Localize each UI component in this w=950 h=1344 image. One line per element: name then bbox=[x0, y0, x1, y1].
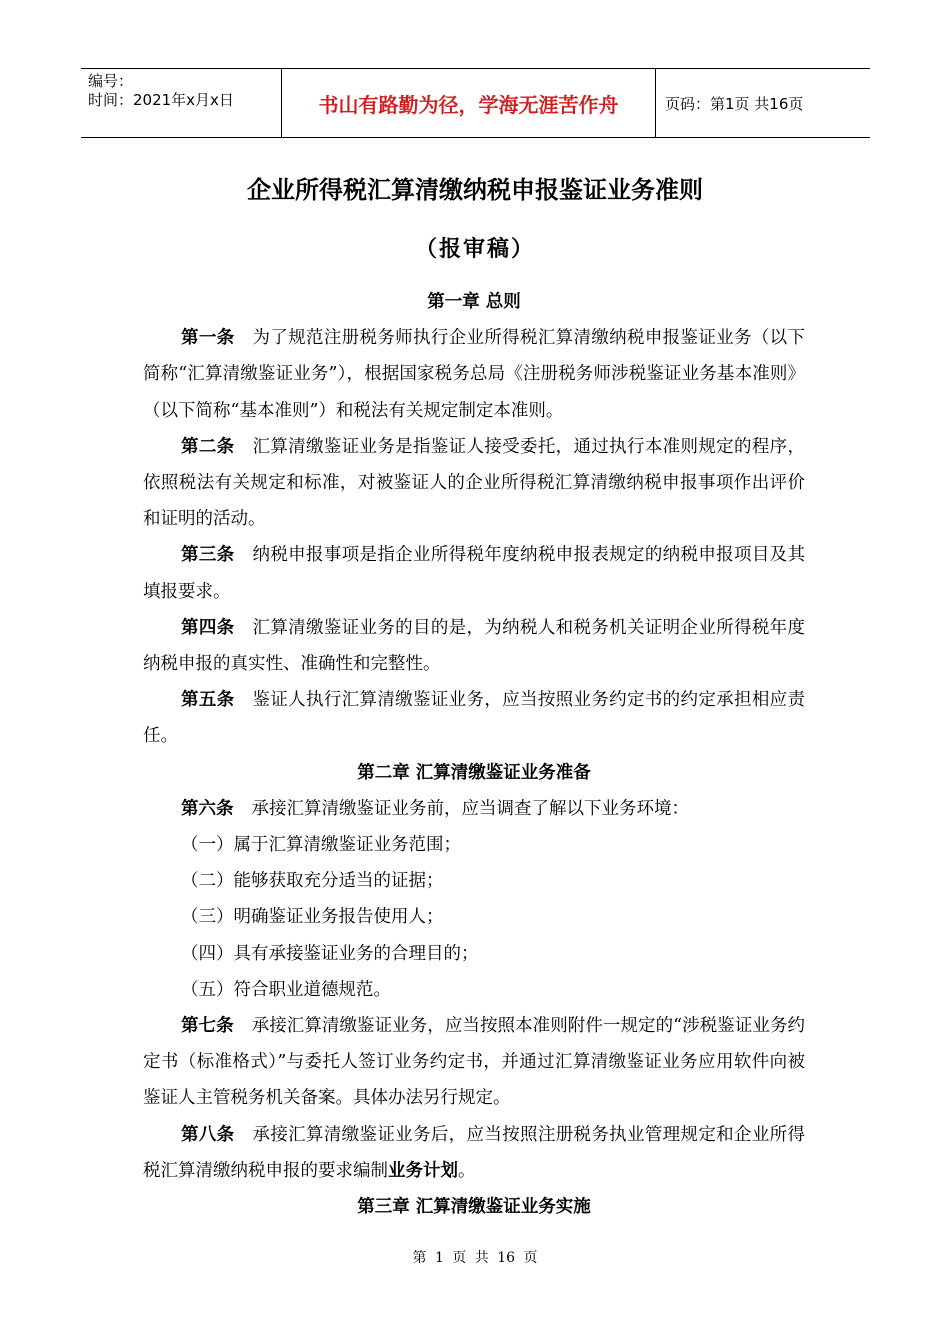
document-subtitle: （报审稿） bbox=[414, 237, 535, 262]
page-info: 页码：第1页 共16页 bbox=[665, 94, 804, 113]
article-8 bbox=[143, 1117, 805, 1189]
chapter-heading: 第三章 汇算清缴鉴证业务实施 bbox=[357, 1197, 591, 1218]
document-body bbox=[143, 284, 805, 1225]
article-text: 承接汇算清缴鉴证业务后，应当按照注册税务执业管理规定和企业所得税汇算清缴纳税申报的要求编制 bbox=[143, 1124, 805, 1181]
article-7 bbox=[143, 1008, 805, 1117]
article-2 bbox=[143, 429, 805, 538]
article-label: 第三条 bbox=[181, 545, 235, 566]
article-label: 第四条 bbox=[181, 617, 235, 638]
article-5 bbox=[143, 682, 805, 754]
chapter-heading: 第二章 汇算清缴鉴证业务准备 bbox=[357, 762, 591, 783]
article-bold-text: 业务计划 bbox=[388, 1160, 458, 1181]
article-text: 承接汇算清缴鉴证业务前，应当调查了解以下业务环境： bbox=[251, 798, 689, 819]
article-text: 承接汇算清缴鉴证业务，应当按照本准则附件一规定的“涉税鉴证业务约定书（标准格式）”与委托人签订业务约定书，并通过汇算清缴鉴证业务应用软件向被鉴证人主管税务机关备案。具体办法另行规定。 bbox=[143, 1016, 805, 1109]
page-footer: 第 1 页 共 16 页 bbox=[412, 1250, 538, 1266]
article-3 bbox=[143, 537, 805, 609]
article-text: 鉴证人执行汇算清缴鉴证业务，应当按照业务约定书的约定承担相应责任。 bbox=[143, 690, 805, 747]
article-1 bbox=[143, 320, 805, 429]
list-item: （二）能够获取充分适当的证据； bbox=[181, 871, 444, 892]
article-label: 第一条 bbox=[181, 328, 235, 349]
article-4 bbox=[143, 610, 805, 682]
motto: 书山有路勤为径，学海无涯苦作舟 bbox=[282, 69, 656, 137]
article-text: 汇算清缴鉴证业务是指鉴证人接受委托，通过执行本准则规定的程序，依照税法有关规定和标准，对被鉴证人的企业所得税汇算清缴纳税申报事项作出评价和证明的活动。 bbox=[143, 436, 805, 530]
time-label: 时间：2021年x月x日 bbox=[88, 91, 234, 109]
article-text: 汇算清缴鉴证业务的目的是，为纳税人和税务机关证明企业所得税年度纳税申报的真实性、准确性和完整性。 bbox=[143, 617, 805, 675]
article-label: 第七条 bbox=[181, 1016, 234, 1037]
article-label: 第五条 bbox=[181, 690, 235, 711]
list-item: （一）属于汇算清缴鉴证业务范围； bbox=[181, 835, 461, 856]
number-label: 编号： bbox=[88, 72, 134, 90]
list-item: （五）符合职业道德规范。 bbox=[181, 979, 391, 1000]
article-text: 纳税申报事项是指企业所得税年度纳税申报表规定的纳税申报项目及其填报要求。 bbox=[143, 545, 805, 602]
header-meta-cell bbox=[81, 69, 282, 137]
article-label: 第八条 bbox=[181, 1124, 235, 1145]
article-label: 第六条 bbox=[181, 798, 234, 819]
article-6 bbox=[143, 791, 805, 827]
header-table bbox=[81, 68, 870, 138]
article-text: 为了规范注册税务师执行企业所得税汇算清缴纳税申报鉴证业务（以下简称“汇算清缴鉴证业务”），根据国家税务总局《注册税务师涉税鉴证业务基本准则》（以下简称“基本准则”）和税法有关规定制定本准则。 bbox=[143, 328, 805, 421]
article-label: 第二条 bbox=[181, 436, 235, 457]
article-end: 。 bbox=[458, 1160, 476, 1181]
list-item: （三）明确鉴证业务报告使用人； bbox=[181, 907, 444, 928]
document-title: 企业所得税汇算清缴纳税申报鉴证业务准则 bbox=[247, 176, 703, 204]
list-item: （四）具有承接鉴证业务的合理目的； bbox=[181, 943, 479, 964]
chapter-heading: 第一章 总则 bbox=[427, 292, 521, 312]
